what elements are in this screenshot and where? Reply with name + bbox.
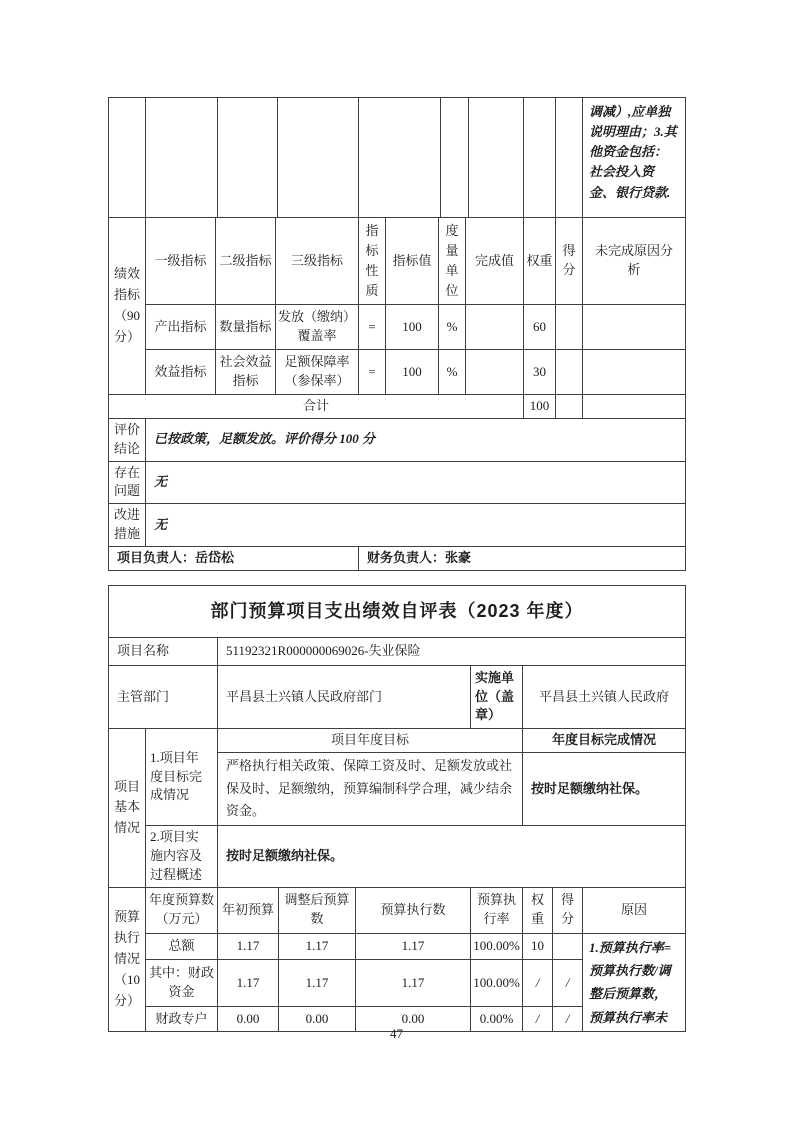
- header-score: 得分: [556, 218, 583, 305]
- budget-special-rate: 0.00%: [471, 1006, 523, 1031]
- carryover-empty-cell: [441, 98, 469, 218]
- row-output-completion: [466, 305, 524, 350]
- total-score-empty: [556, 395, 583, 419]
- header-nature-text: 指标性质: [365, 222, 379, 299]
- basic-info-label-text: 项目基本情况: [113, 778, 140, 836]
- header-level2: 二级指标: [216, 218, 276, 305]
- budget-special-name: 财政专户: [146, 1006, 218, 1031]
- performance-section-label: [109, 218, 146, 395]
- total-weight: 100: [524, 395, 556, 419]
- budget-header-row: [109, 887, 686, 933]
- row-output-nature: =: [359, 305, 386, 350]
- header-nature: [359, 218, 386, 305]
- budget-col-rate: 预算执行率: [471, 887, 523, 933]
- row-benefit-score: [556, 350, 583, 395]
- budget-col-executed: 预算执行数: [356, 887, 471, 933]
- total-analysis-empty: [583, 395, 686, 419]
- project-manager: 项目负责人：岳岱松: [109, 546, 359, 570]
- budget-fiscal-executed: 1.17: [356, 960, 471, 1007]
- budget-fiscal-adjusted: 1.17: [279, 960, 356, 1007]
- form-title: 部门预算项目支出绩效自评表（2023 年度）: [109, 586, 686, 638]
- table-row: [109, 305, 686, 350]
- row-benefit-completion: [466, 350, 524, 395]
- budget-fiscal-rate: 100.00%: [471, 960, 523, 1007]
- header-unit-text: 度量单位: [445, 222, 459, 299]
- header-analysis: 未完成原因分析: [583, 218, 686, 305]
- row-benefit-level2: 社会效益指标: [216, 350, 276, 395]
- budget-col-reason: 原因: [583, 887, 686, 933]
- budget-row-total: [109, 933, 686, 960]
- total-label: 合计: [109, 395, 524, 419]
- budget-col-year: 年度预算数（万元）: [146, 887, 218, 933]
- header-level3: 三级指标: [276, 218, 359, 305]
- department-label: 主管部门: [109, 666, 218, 729]
- problems-row: [109, 461, 686, 504]
- row-benefit-value: 100: [386, 350, 439, 395]
- page-number: 47: [390, 1026, 403, 1041]
- self-evaluation-table: [108, 585, 685, 1032]
- conclusion-row: [109, 418, 686, 461]
- budget-special-initial: 0.00: [218, 1006, 279, 1031]
- improvements-value: 无: [146, 504, 686, 547]
- budget-total-executed: 1.17: [356, 933, 471, 960]
- carryover-empty-cell: [218, 98, 278, 218]
- row-output-level2: 数量指标: [216, 305, 276, 350]
- problems-value: 无: [146, 461, 686, 504]
- performance-indicator-grid: [108, 217, 686, 571]
- implementation-row: [109, 826, 686, 888]
- goal-completion-header: 年度目标完成情况: [523, 729, 686, 753]
- department-value: 平昌县土兴镇人民政府部门: [218, 666, 471, 729]
- header-completion: 完成值: [466, 218, 524, 305]
- table-row: [109, 350, 686, 395]
- improvements-row: [109, 504, 686, 547]
- carryover-empty-cell: [146, 98, 218, 218]
- row-output-unit: %: [439, 305, 466, 350]
- row-benefit-level1: 效益指标: [146, 350, 216, 395]
- row-benefit-nature: =: [359, 350, 386, 395]
- row-output-weight: 60: [524, 305, 556, 350]
- budget-col-score: 得分: [553, 887, 583, 933]
- project-name-value: 51192321R000000069026-失业保险: [218, 638, 686, 666]
- row-benefit-weight: 30: [524, 350, 556, 395]
- project-name-row: [109, 638, 686, 666]
- row-benefit-analysis: [583, 350, 686, 395]
- budget-fiscal-initial: 1.17: [218, 960, 279, 1007]
- performance-section-label-text: 绩效指标（90分）: [113, 266, 140, 344]
- row-output-score: [556, 305, 583, 350]
- budget-special-adjusted: 0.00: [279, 1006, 356, 1031]
- annual-goal-header: 项目年度目标: [218, 729, 523, 753]
- budget-section-label: [109, 887, 146, 1032]
- problems-label: 存在问题: [109, 461, 146, 504]
- budget-total-name: 总额: [146, 933, 218, 960]
- budget-col-weight: 权重: [523, 887, 553, 933]
- header-level1: 一级指标: [146, 218, 216, 305]
- budget-col-adjusted: 调整后预算数: [279, 887, 356, 933]
- self-evaluation-grid: [108, 585, 686, 1032]
- row-output-analysis: [583, 305, 686, 350]
- project-name-label: 项目名称: [109, 638, 218, 666]
- budget-col-initial: 年初预算: [218, 887, 279, 933]
- budget-fiscal-name: 其中：财政资金: [146, 960, 218, 1007]
- budget-fiscal-score: /: [553, 960, 583, 1007]
- budget-total-rate: 100.00%: [471, 933, 523, 960]
- implementation-text: 按时足额缴纳社保。: [218, 826, 686, 888]
- header-weight: 权重: [524, 218, 556, 305]
- row-output-level3: 发放（缴纳）覆盖率: [276, 305, 359, 350]
- budget-total-score: [553, 933, 583, 960]
- implementing-unit-value: 平昌县土兴镇人民政府: [523, 666, 686, 729]
- goal-header-row: [109, 729, 686, 753]
- budget-total-initial: 1.17: [218, 933, 279, 960]
- conclusion-label: 评价结论: [109, 418, 146, 461]
- carryover-empty-cell: [556, 98, 583, 218]
- row-output-level1: 产出指标: [146, 305, 216, 350]
- carryover-empty-cell: [109, 98, 146, 218]
- goal-section-label: 1.项目年度目标完成情况: [146, 729, 218, 826]
- performance-table-carryover: [108, 97, 686, 218]
- carryover-note: 调减）,应单独说明理由；3.其他资金包括：社会投入资金、银行贷款.: [583, 98, 686, 218]
- budget-special-score: /: [553, 1006, 583, 1031]
- header-unit: [439, 218, 466, 305]
- department-row: [109, 666, 686, 729]
- row-benefit-unit: %: [439, 350, 466, 395]
- implementation-label: 2.项目实施内容及过程概述: [146, 826, 218, 888]
- carryover-empty-cell: [524, 98, 556, 218]
- managers-row: [109, 546, 686, 570]
- row-benefit-level3: 足额保障率（参保率）: [276, 350, 359, 395]
- basic-info-label: [109, 729, 146, 888]
- budget-total-adjusted: 1.17: [279, 933, 356, 960]
- budget-total-weight: 10: [523, 933, 553, 960]
- total-row: [109, 395, 686, 419]
- carryover-empty-cell: [278, 98, 359, 218]
- conclusion-value: 已按政策，足额发放。评价得分 100 分: [146, 418, 686, 461]
- carryover-empty-cell: [359, 98, 441, 218]
- improvements-label: 改进措施: [109, 504, 146, 547]
- budget-special-executed: 0.00: [356, 1006, 471, 1031]
- budget-special-weight: /: [523, 1006, 553, 1031]
- goal-completion-text: 按时足额缴纳社保。: [523, 752, 686, 825]
- header-value: 指标值: [386, 218, 439, 305]
- budget-fiscal-weight: /: [523, 960, 553, 1007]
- budget-section-label-text: 预算执行情况（10分）: [113, 909, 140, 1008]
- implementing-unit-label: 实施单位（盖章）: [471, 666, 523, 729]
- performance-table: [108, 97, 685, 571]
- finance-manager: 财务负责人：张豪: [359, 546, 686, 570]
- row-output-value: 100: [386, 305, 439, 350]
- annual-goal-text: 严格执行相关政策、保障工资及时、足额发放或社保及时、足额缴纳，预算编制科学合理，减少结余资金。: [218, 752, 523, 825]
- budget-reason: 1.预算执行率=预算执行数/调整后预算数，预算执行率未: [583, 933, 686, 1032]
- carryover-empty-cell: [469, 98, 524, 218]
